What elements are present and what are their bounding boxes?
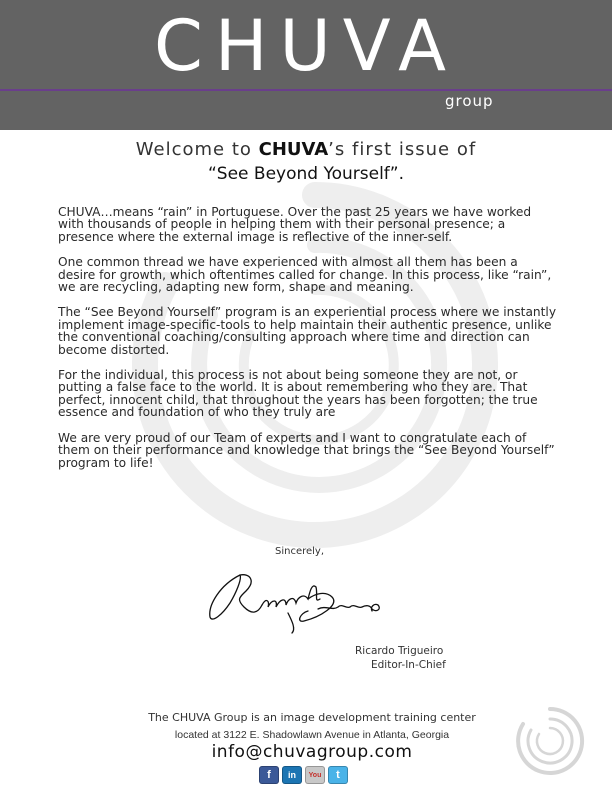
paragraph: The “See Beyond Yourself” program is an experiential process where we instantly implement image-specific-tools to help maintain their authentic presence, unlike the conventional coaching/consulting approach where time and direction can become distorted. [58,305,557,357]
paragraph: We are very proud of our Team of experts and I want to congratulate each of them on their performance and knowledge that brings the “See Beyond Yourself” program to life! [58,430,555,470]
letter-body [58,206,558,482]
welcome-prefix: Welcome to [135,139,259,160]
youtube-icon[interactable]: You [305,766,325,784]
footer-address: located at 3122 E. Shadowlawn Avenue in Atlanta, Georgia [174,729,450,741]
signer-name: Ricardo Trigueiro [355,645,444,657]
facebook-icon[interactable]: f [259,766,279,784]
masthead [0,0,612,130]
contact-email-link[interactable]: info@chuvagroup.com [211,742,413,762]
footer-description: The CHUVA Group is an image development training center [148,711,476,724]
social-links [259,766,348,784]
issue-title: “See Beyond Yourself”. [208,164,404,184]
linkedin-icon[interactable]: in [282,766,302,784]
paragraph: CHUVA…means “rain” in Portuguese. Over the past 25 years we have worked with thousands of people in helping them with their personal presence; a presence where the external image is reflective of the inner-self. [58,205,532,244]
twitter-icon[interactable]: t [328,766,348,784]
paragraph: For the individual, this process is not about being someone they are not, or putting a false face to the world. It is about remembering who they are. That perfect, innocent child, that throughout the years has been forgotten; the true essence and foundation of who they truly are [58,368,538,420]
signer-title: Editor-In-Chief [371,659,446,671]
accent-line [0,89,612,91]
welcome-suffix: ’s first issue of [328,139,477,160]
logo-subtitle: group [445,92,494,110]
welcome-brand: CHUVA [258,139,329,160]
closing-salutation: Sincerely, [275,546,325,557]
paragraph: One common thread we have experienced with almost all them has been a desire for growth, which oftentimes called for change. In this process, like “rain”, we are recycling, adapting new form, shape and meaning. [58,255,552,295]
logo-wordmark: CHUVA [153,5,459,87]
corner-swirl-icon [515,706,585,776]
welcome-heading [0,138,612,162]
handwritten-signature [200,565,390,635]
